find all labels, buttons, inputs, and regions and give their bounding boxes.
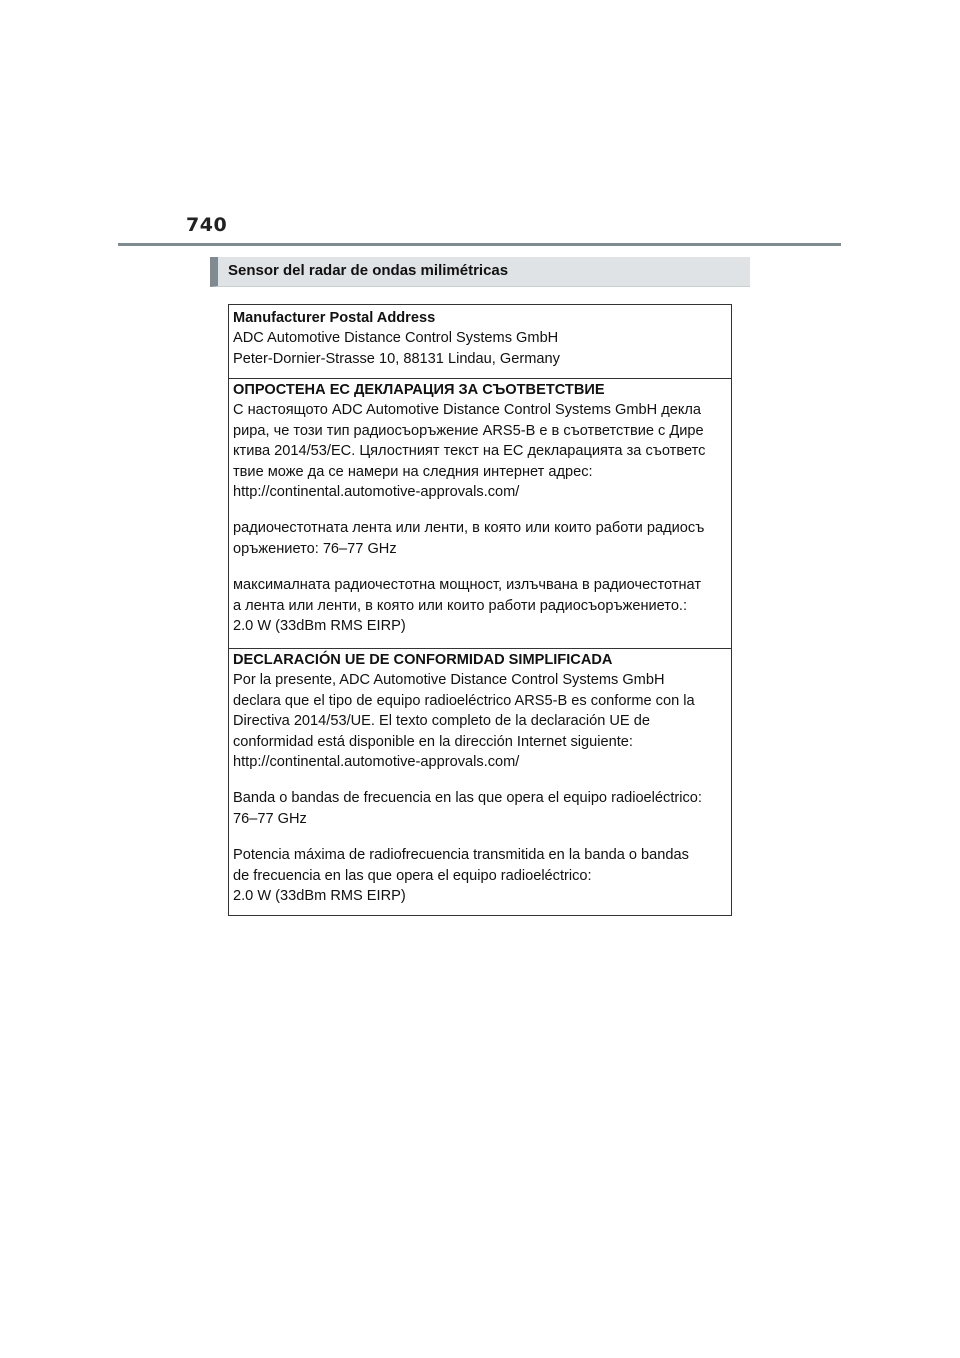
bulgarian-power-line: 2.0 W (33dBm RMS EIRP) — [233, 618, 406, 635]
spanish-text-line: conformidad está disponible en la dirección Internet siguiente: — [233, 733, 633, 750]
header-rule — [118, 243, 841, 246]
spanish-url: http://continental.automotive-approvals.com/ — [233, 754, 520, 771]
spanish-frequency-line: Banda o bandas de frecuencia en las que opera el equipo radioeléctrico: — [233, 790, 702, 807]
bulgarian-url: http://continental.automotive-approvals.com/ — [233, 484, 520, 501]
bulgarian-frequency-line: радиочестотната лента или ленти, в която или които работи радиосъ — [233, 520, 705, 537]
bulgarian-power-line: а лента или ленти, в която или които работи радиосъоръжението.: — [233, 597, 688, 614]
declaration-box — [228, 304, 732, 916]
spanish-power-line: 2.0 W (33dBm RMS EIRP) — [233, 888, 406, 905]
bulgarian-power-line: максималната радиочестотна мощност, излъчвана в радиочестотнат — [233, 577, 702, 594]
section-heading — [210, 257, 750, 287]
address-line: Peter-Dornier-Strasse 10, 88131 Lindau, Germany — [233, 350, 560, 367]
block-divider — [229, 648, 731, 649]
address-block — [229, 308, 731, 369]
spanish-power-line: Potencia máxima de radiofrecuencia transmitida en la banda o bandas — [233, 847, 689, 864]
spanish-text-line: Directiva 2014/53/UE. El texto completo de la declaración UE de — [233, 713, 650, 730]
section-title: Sensor del radar de ondas milimétricas — [228, 262, 509, 279]
bulgarian-declaration-block — [229, 380, 731, 636]
spanish-power-line: de frecuencia en las que opera el equipo radioeléctrico: — [233, 867, 592, 884]
paragraph-gap — [233, 829, 728, 845]
block-divider — [229, 378, 731, 379]
bulgarian-frequency-line: оръжението: 76–77 GHz — [233, 540, 397, 557]
spanish-frequency-line: 76–77 GHz — [233, 810, 307, 827]
address-line: ADC Automotive Distance Control Systems GmbH — [233, 330, 559, 347]
bulgarian-text-line: рира, че този тип радиосъоръжение ARS5-B е в съответствие с Дире — [233, 422, 704, 439]
spanish-text-line: Por la presente, ADC Automotive Distance Control Systems GmbH — [233, 672, 665, 689]
bulgarian-heading: ОПРОСТЕНА ЕС ДЕКЛАРАЦИЯ ЗА СЪОТВЕТСТВИЕ — [233, 382, 605, 398]
spanish-declaration-block — [229, 650, 731, 906]
paragraph-gap — [233, 772, 728, 788]
spanish-text-line: declara que el tipo de equipo radioeléctrico ARS5-B es conforme con la — [233, 692, 695, 709]
paragraph-gap — [233, 502, 728, 518]
bulgarian-text-line: ктива 2014/53/ЕС. Цялостният текст на ЕС декларацията за съответс — [233, 443, 706, 460]
bulgarian-text-line: С настоящото ADC Automotive Distance Control Systems GmbH декла — [233, 402, 702, 419]
bulgarian-text-line: твие може да се намери на следния интернет адрес: — [233, 463, 593, 480]
address-heading: Manufacturer Postal Address — [233, 310, 436, 326]
paragraph-gap — [233, 559, 728, 575]
spanish-heading: DECLARACIÓN UE DE CONFORMIDAD SIMPLIFICADA — [233, 652, 613, 668]
page-number: 740 — [186, 214, 228, 236]
